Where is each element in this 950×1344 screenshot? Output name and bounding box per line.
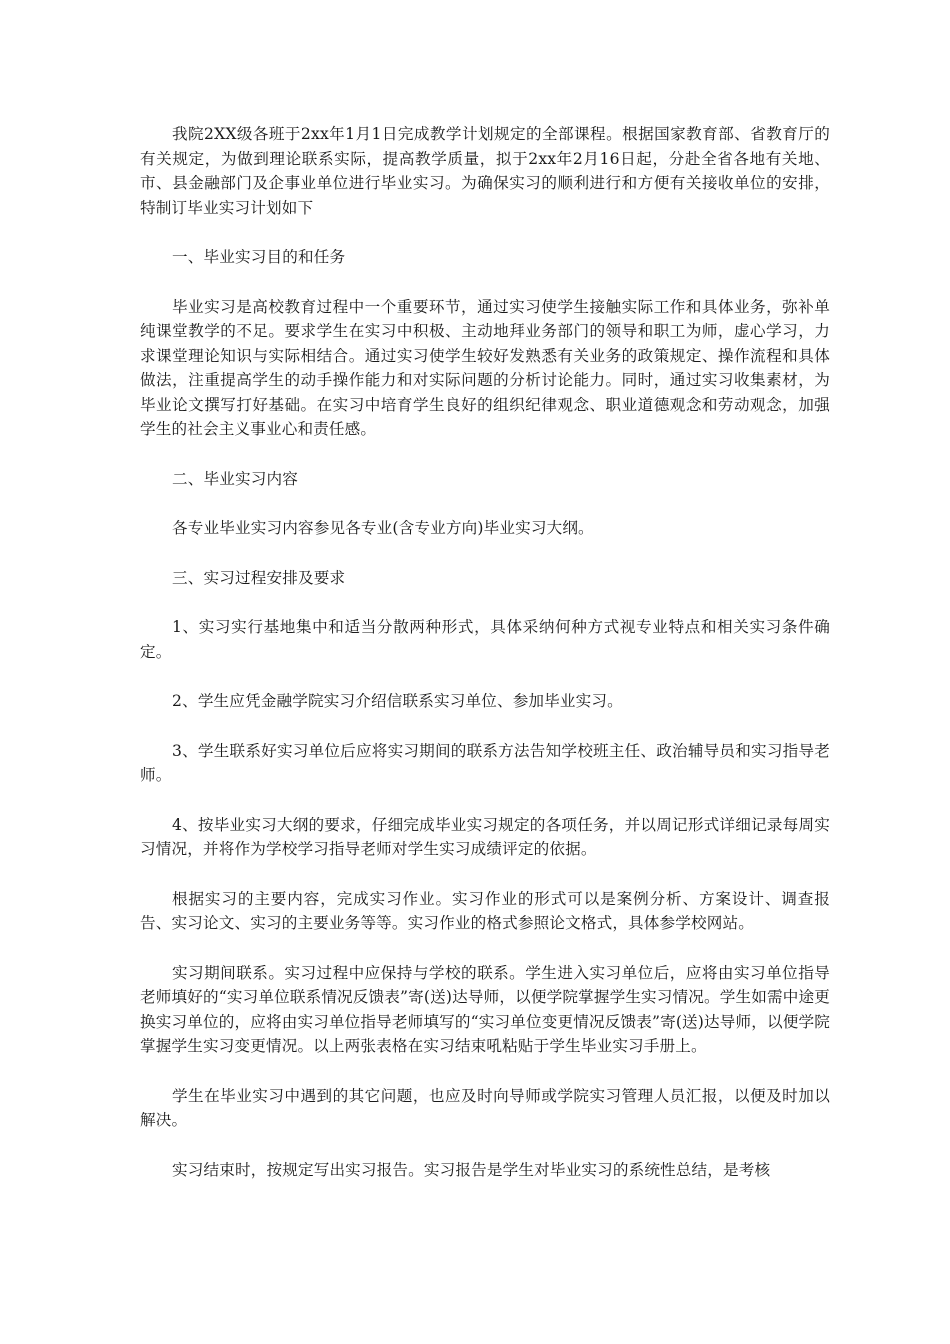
arrangement-item-1: 1、实习实行基地集中和适当分散两种形式，具体采纳何种方式视专业特点和相关实习条件确定。 — [140, 618, 830, 661]
report-paragraph: 实习结束时，按规定写出实习报告。实习报告是学生对毕业实习的系统性总结，是考核 — [172, 1160, 771, 1179]
assignment-paragraph: 根据实习的主要内容，完成实习作业。实习作业的形式可以是案例分析、方案设计、调查报告、实习论文、实习的主要业务等等。实习作业的格式参照论文格式，具体参学校网站。 — [140, 889, 830, 932]
content-paragraph: 各专业毕业实习内容参见各专业(含专业方向)毕业实习大纲。 — [172, 519, 594, 537]
problems-paragraph: 学生在毕业实习中遇到的其它问题，也应及时向导师或学院实习管理人员汇报，以便及时加以解决。 — [140, 1086, 830, 1129]
arrangement-item-3: 3、学生联系好实习单位后应将实习期间的联系方法告知学校班主任、政治辅导员和实习指导老师。 — [140, 741, 830, 784]
purpose-paragraph: 毕业实习是高校教育过程中一个重要环节，通过实习使学生接触实际工作和具体业务，弥补单纯课堂教学的不足。要求学生在实习中积极、主动地拜业务部门的领导和职工为师，虚心学习，力求课堂理论知识与实际相结合。通过实习使学生较好发熟悉有关业务的政策规定、操作流程和具体做法，注重提高学生的动手操作能力和对实际问题的分析讨论能力。同时，通过实习收集素材，为毕业论文撰写打好基础。在实习中培育学生良好的组织纪律观念、职业道德观念和劳动观念，加强学生的社会主义事业心和责任感。 — [140, 297, 830, 438]
arrangement-item-4: 4、按毕业实习大纲的要求，仔细完成毕业实习规定的各项任务，并以周记形式详细记录每周实习情况，并将作为学校学习指导老师对学生实习成绩评定的依据。 — [140, 815, 830, 858]
document-body — [140, 122, 830, 1207]
section-heading-arrangement: 三、实习过程安排及要求 — [172, 568, 346, 587]
section-heading-content: 二、毕业实习内容 — [172, 469, 298, 488]
section-heading-purpose: 一、毕业实习目的和任务 — [172, 248, 346, 266]
contact-paragraph: 实习期间联系。实习过程中应保持与学校的联系。学生进入实习单位后，应将由实习单位指导老师填好的“实习单位联系情况反馈表”寄(送)达导师，以便学院掌握学生实习情况。学生如需中途更换实习单位的，应将由实习单位指导老师填写的“实习单位变更情况反馈表”寄(送)达导师，以便学院掌握学生实习变更情况。以上两张表格在实习结束吼粘贴于学生毕业实习手册上。 — [140, 963, 830, 1055]
intro-paragraph: 我院2XX级各班于2xx年1月1日完成教学计划规定的全部课程。根据国家教育部、省教育厅的有关规定，为做到理论联系实际，提高教学质量，拟于2xx年2月16日起，分赴全省各地有关地、市、县金融部门及企事业单位进行毕业实习。为确保实习的顺利进行和方便有关接收单位的安排，特制订毕业实习计划如下 — [140, 125, 830, 217]
arrangement-item-2: 2、学生应凭金融学院实习介绍信联系实习单位、参加毕业实习。 — [172, 692, 623, 710]
